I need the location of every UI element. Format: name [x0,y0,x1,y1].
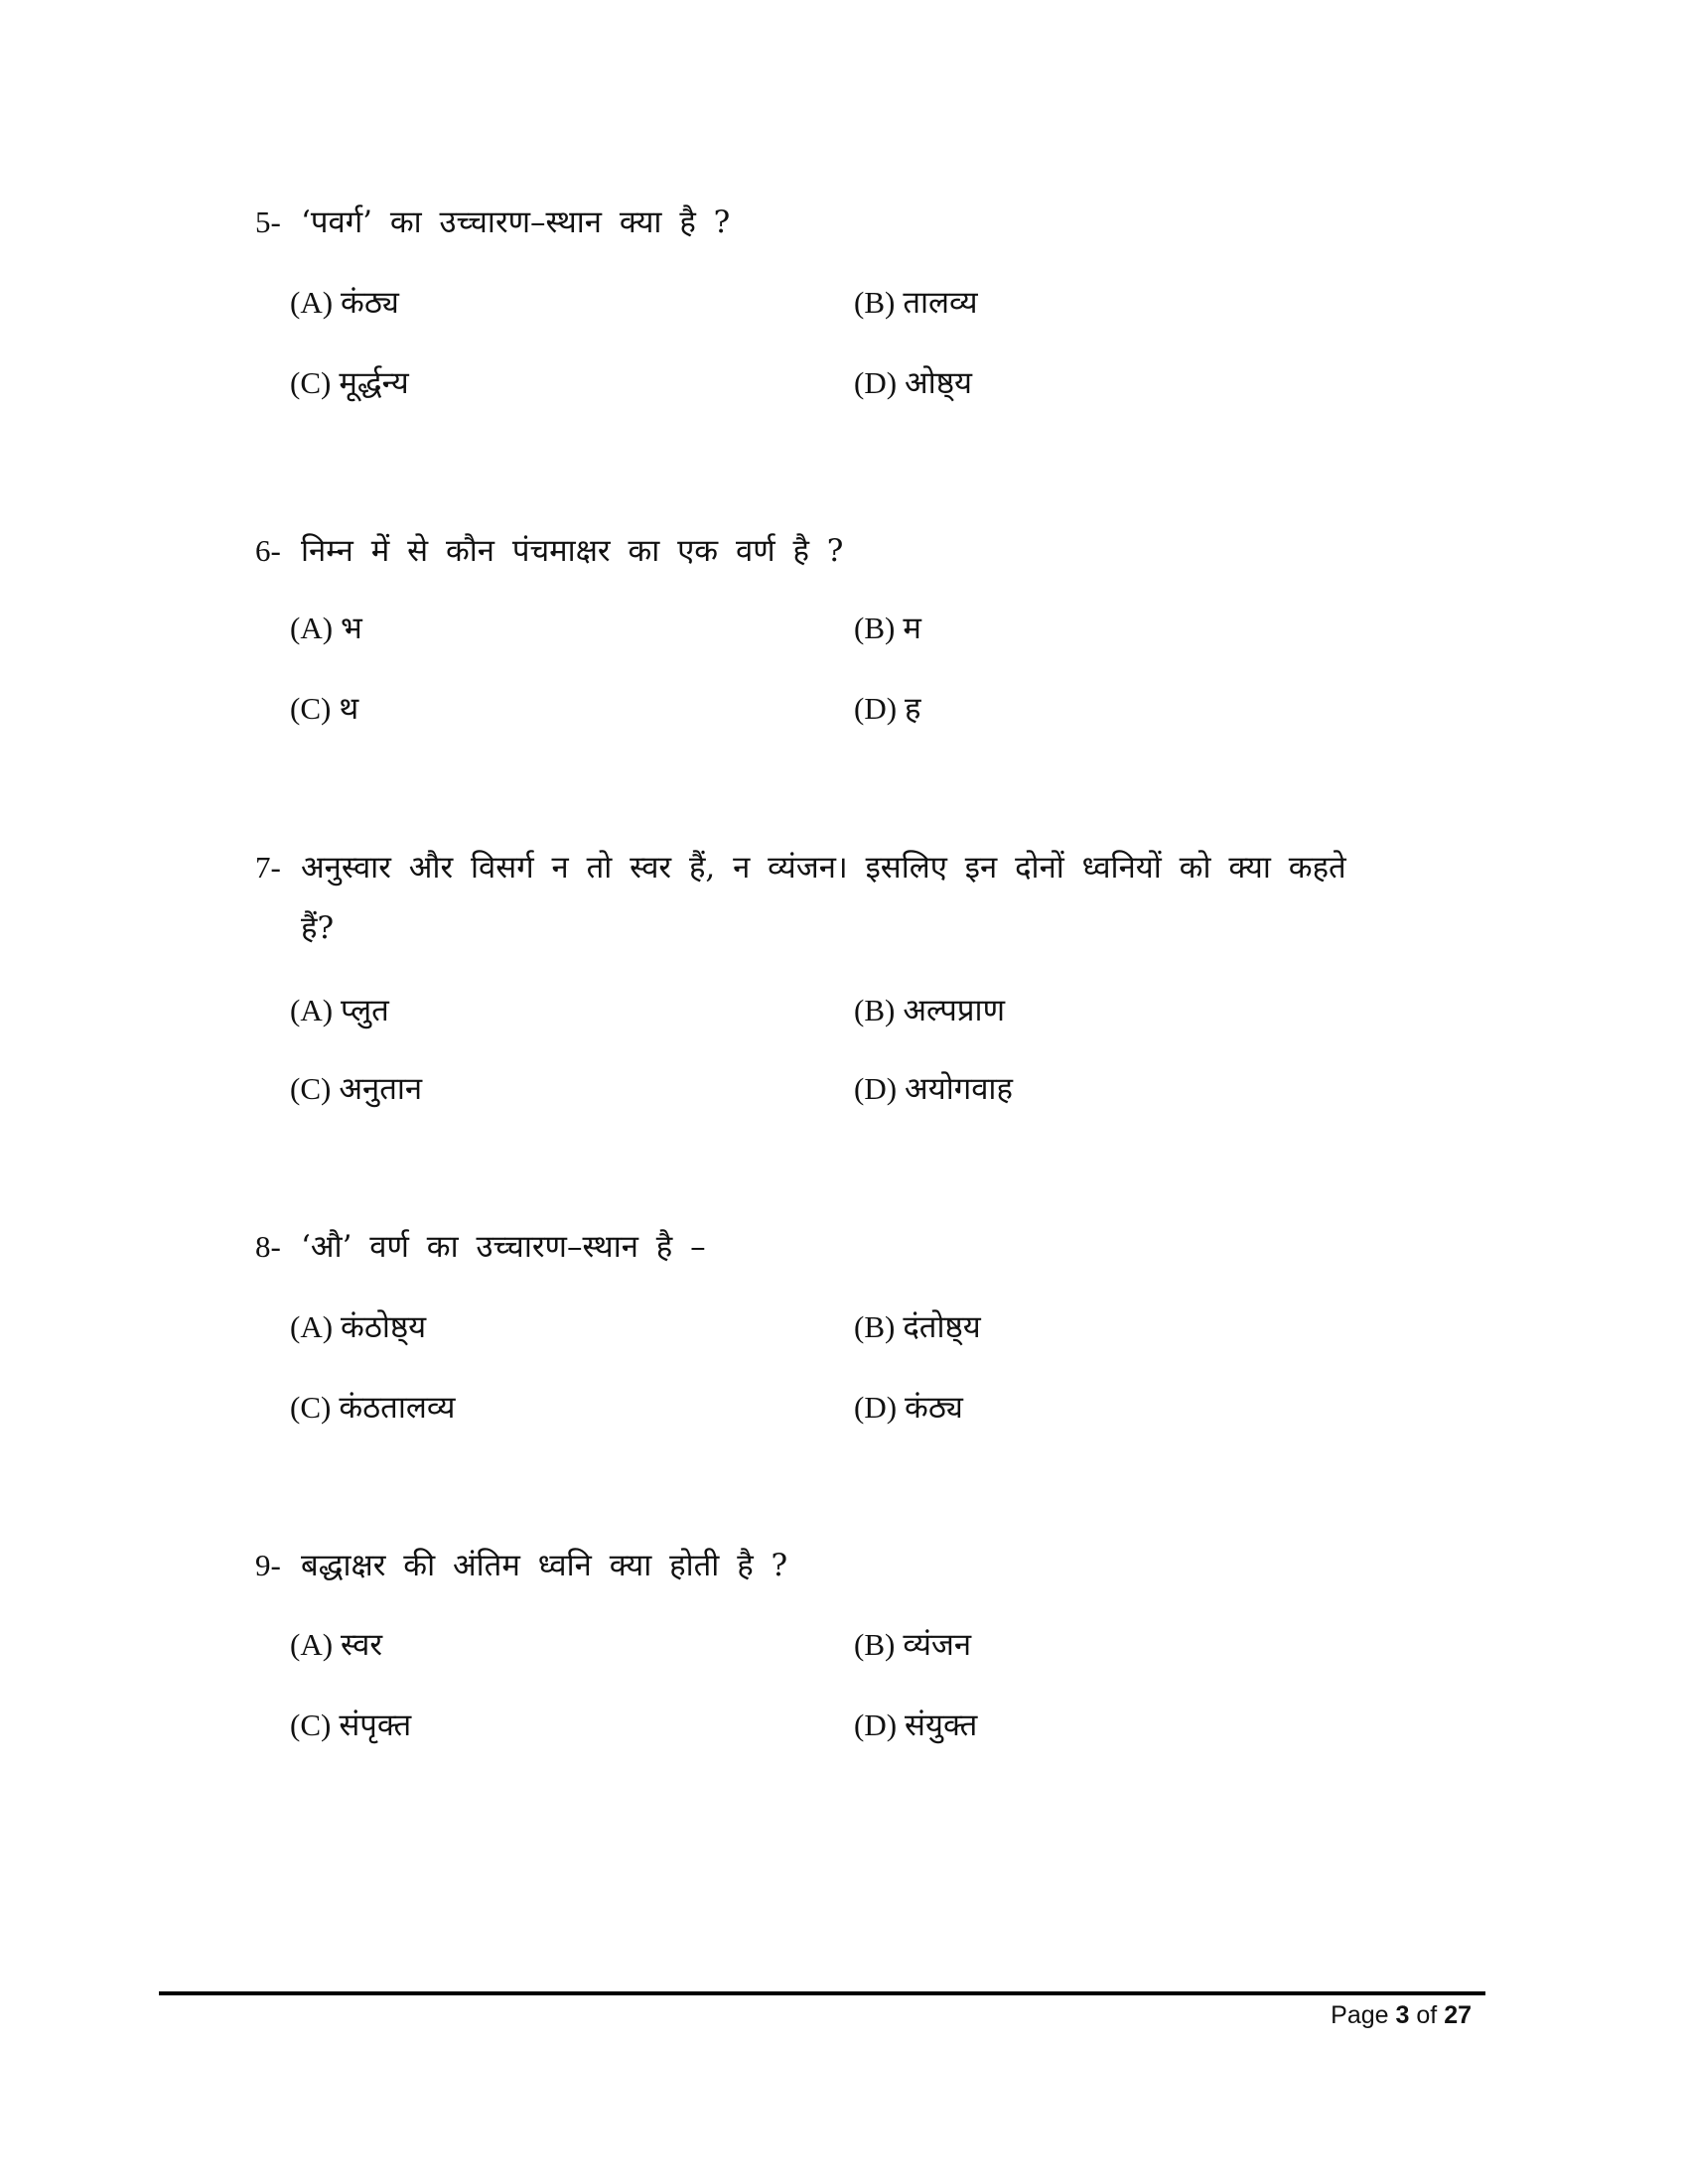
option-d [854,1386,963,1428]
option-text: कंठ्य [905,1390,963,1426]
option-a [290,607,362,648]
option-d [854,687,921,729]
question-8 [255,1216,1486,1278]
question-7 [255,837,1486,959]
option-b [854,1305,981,1347]
option-label: (A) [290,1627,334,1662]
option-text: अयोगवाह [905,1071,1013,1107]
question-number: 9- [255,1548,281,1582]
option-label: (D) [854,691,898,726]
option-label: (A) [290,611,334,645]
question-number: 5- [255,205,281,239]
option-label: (D) [854,365,898,400]
option-text: ह [905,691,921,727]
option-text: ओष्ठ्य [905,365,972,401]
question-5 [255,192,1486,253]
option-text: भ [341,611,362,646]
option-b [854,989,1005,1030]
option-text: दंतोष्ठ्य [903,1309,981,1345]
option-text: अल्पप्राण [903,993,1005,1028]
option-text: कंठ्य [341,285,399,321]
question-text: ‘औ’ वर्ण का उच्चारण–स्थान है – [301,1229,706,1265]
option-label: (A) [290,993,334,1027]
option-label: (B) [854,993,896,1027]
option-label: (D) [854,1071,898,1106]
option-label: (A) [290,1309,334,1344]
option-label: (C) [290,365,332,400]
option-label: (B) [854,1627,896,1662]
option-label: (C) [290,1071,332,1106]
question-number: 7- [255,850,281,885]
question-text-continued: हैं? [301,910,335,946]
option-text: संयुक्त [905,1707,978,1743]
option-text: संपृक्त [339,1707,412,1743]
option-a [290,281,399,323]
question-9 [255,1535,1486,1596]
option-label: (C) [290,691,332,726]
option-d [854,1067,1013,1109]
option-a [290,1623,382,1665]
current-page: 3 [1395,2001,1410,2029]
option-a [290,1305,426,1347]
option-b [854,607,921,648]
option-d [854,1704,977,1745]
of-word: of [1416,2001,1438,2029]
option-a [290,989,389,1030]
option-text: तालव्य [903,285,978,321]
option-label: (D) [854,1390,898,1425]
option-label: (A) [290,285,334,320]
question-number: 8- [255,1229,281,1264]
option-label: (C) [290,1390,332,1425]
option-text: अनुतान [339,1071,423,1107]
option-text: थ [339,691,359,727]
question-text: ‘पवर्ग’ का उच्चारण–स्थान क्या है ? [301,205,731,240]
question-text: अनुस्वार और विसर्ग न तो स्वर हैं, न व्यंजन। इसलिए इन दोनों ध्वनियों को क्या कहते [301,850,1346,886]
question-text: बद्धाक्षर की अंतिम ध्वनि क्या होती है ? [301,1548,788,1583]
option-label: (D) [854,1707,898,1742]
option-text: कंठतालव्य [339,1390,456,1426]
option-text: म [903,611,921,646]
option-label: (B) [854,611,896,645]
option-b [854,281,978,323]
option-c [290,687,358,729]
option-text: स्वर [341,1627,383,1663]
option-c [290,1067,422,1109]
option-text: कंठोष्ठ्य [341,1309,427,1345]
total-pages: 27 [1444,2001,1472,2029]
option-text: व्यंजन [903,1627,972,1663]
question-number: 6- [255,533,281,568]
option-d [854,361,972,403]
page-word: Page [1331,2001,1389,2029]
option-text: प्लुत [341,993,389,1028]
question-6 [255,520,1486,582]
page-number [1331,2001,1472,2030]
option-b [854,1623,971,1665]
option-label: (B) [854,285,896,320]
footer-divider [159,1991,1485,1995]
option-c [290,1704,411,1745]
option-label: (B) [854,1309,896,1344]
option-label: (C) [290,1707,332,1742]
option-c [290,1386,455,1428]
question-text: निम्न में से कौन पंचमाक्षर का एक वर्ण है ? [301,533,844,569]
option-c [290,361,409,403]
option-text: मूर्द्धन्य [339,365,409,401]
